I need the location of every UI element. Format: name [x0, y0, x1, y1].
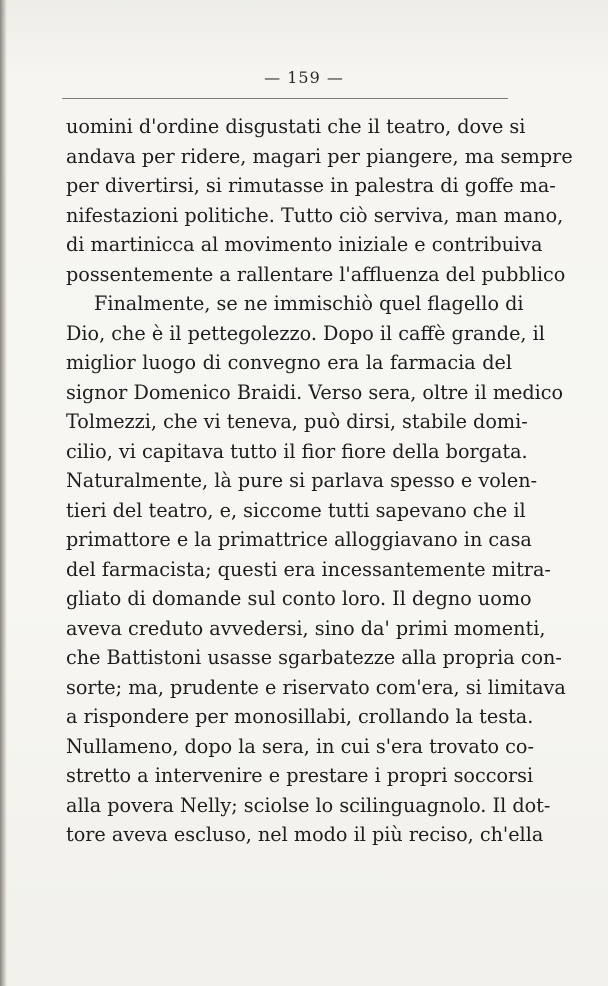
- text-line: Dio, che è il pettegolezzo. Dopo il caffè grande, il: [66, 321, 545, 345]
- text-line: nifestazioni politiche. Tutto ciò serviva, man mano,: [66, 203, 564, 227]
- text-line: possentemente a rallentare l'affluenza del pubblico: [66, 262, 566, 286]
- text-line: signor Domenico Braidi. Verso sera, oltre il medico: [66, 380, 564, 404]
- text-line: Naturalmente, là pure si parlava spesso e volen-: [66, 469, 538, 492]
- paragraph-first-line: Finalmente, se ne immischiò quel flagello di: [94, 292, 524, 315]
- header-rule: [62, 98, 508, 99]
- text-line: alla povera Nelly; sciolse lo scilinguagnolo. Il dot-: [66, 793, 551, 817]
- text-line: uomini d'ordine disgustati che il teatro, dove si: [66, 115, 526, 138]
- text-line: stretto a intervenire e prestare i propri soccorsi: [66, 764, 534, 787]
- text-line: cilio, vi capitava tutto il fior fiore della borgata.: [66, 439, 528, 463]
- text-line: del farmacista; questi era incessantemente mitra-: [66, 557, 551, 581]
- text-line: Tolmezzi, che vi teneva, può dirsi, stabile domi-: [66, 410, 528, 433]
- binding-shadow: [0, 0, 7, 986]
- page-number: — 159 —: [264, 68, 344, 87]
- text-line: di martinicca al movimento iniziale e contribuiva: [66, 233, 543, 256]
- text-line: andava per ridere, magari per piangere, ma sempre: [66, 144, 573, 168]
- text-line: che Battistoni usasse sgarbatezze alla propria con-: [66, 646, 562, 669]
- text-line: Nullameno, dopo la sera, in cui s'era trovato co-: [66, 734, 534, 758]
- text-line: a rispondere per monosillabi, crollando la testa.: [66, 705, 534, 728]
- text-line: tore aveva escluso, nel modo il più reciso, ch'ella: [66, 823, 544, 846]
- text-line: sorte; ma, prudente e riservato com'era, si limitava: [66, 675, 566, 699]
- text-line: per divertirsi, si rimutasse in palestra di goffe ma-: [66, 174, 556, 197]
- text-line: tieri del teatro, e, siccome tutti sapevano che il: [66, 498, 526, 522]
- body-text: [66, 112, 573, 850]
- text-line: gliato di domande sul conto loro. Il degno uomo: [66, 587, 532, 610]
- text-line: primattore e la primattrice alloggiavano in casa: [66, 528, 532, 551]
- text-line: aveva creduto avvedersi, sino da' primi momenti,: [66, 616, 546, 640]
- text-line: miglior luogo di convegno era la farmacia del: [66, 351, 512, 374]
